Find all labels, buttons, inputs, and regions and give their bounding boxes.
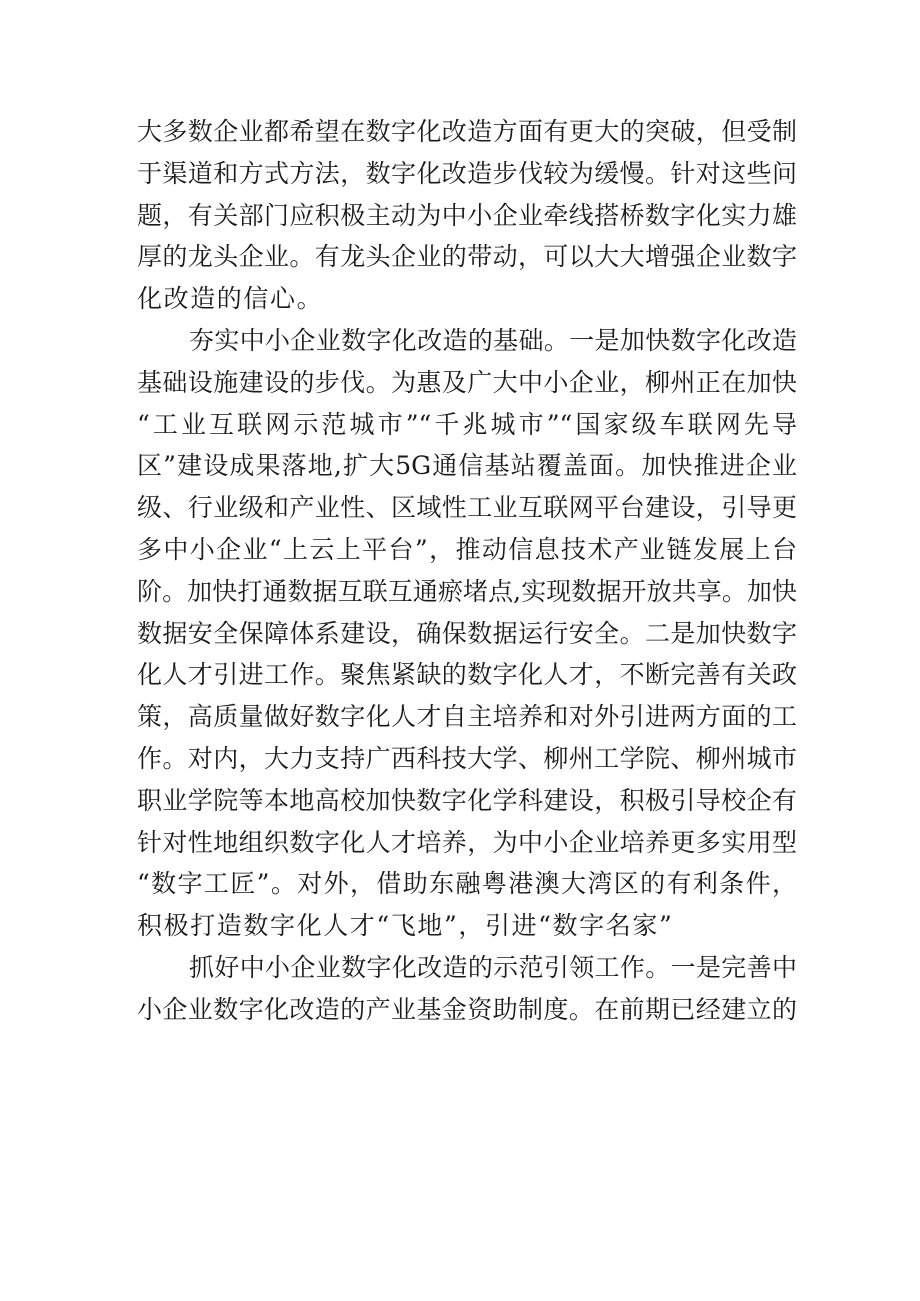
text-line: 针对性地组织数字化人才培养，为中小企业培养更多实用型	[137, 827, 797, 857]
text-line: 作。对内，大力支持广西科技大学、柳州工学院、柳州城市	[137, 743, 797, 773]
text-line: 职业学院等本地高校加快数字化学科建设，积极引导校企有	[137, 785, 797, 815]
text-line: 化人才引进工作。聚焦紧缺的数字化人才，不断完善有关政	[137, 660, 797, 690]
text-line: 积极打造数字化人才“飞地”，引进“数字名家”	[137, 911, 674, 941]
text-line: “数字工匠”。对外，借助东融粤港澳大湾区的有利条件，	[137, 869, 797, 899]
text-line: 大多数企业都希望在数字化改造方面有更大的突破，但受制	[137, 117, 797, 146]
text-line: 基础设施建设的步伐。为惠及广大中小企业，柳州正在加快	[137, 367, 797, 397]
text-line: 级、行业级和产业性、区域性工业互联网平台建设，引导更	[137, 493, 797, 523]
text-line: 厚的龙头企业。有龙头企业的带动，可以大大增强企业数字	[137, 242, 797, 272]
body-text	[137, 111, 797, 1031]
text-line: “工业互联网示范城市”“千兆城市”“国家级车联网先导	[137, 409, 797, 439]
text-line: 化改造的信心。	[137, 284, 324, 314]
text-line: 数据安全保障体系建设，确保数据运行安全。二是加快数字	[137, 618, 797, 648]
text-line: 小企业数字化改造的产业基金资助制度。在前期已经建立的	[137, 994, 797, 1024]
text-line: 阶。加快打通数据互联互通瘀堵点,实现数据开放共享。加快	[137, 576, 797, 606]
text-line: 于渠道和方式方法，数字化改造步伐较为缓慢。针对这些问	[137, 158, 797, 188]
text-line: 题，有关部门应积极主动为中小企业牵线搭桥数字化实力雄	[137, 200, 797, 230]
text-line: 多中小企业“上云上平台”，推动信息技术产业链发展上台	[137, 534, 797, 564]
text-line: 区”建设成果落地,扩大5G通信基站覆盖面。加快推进企业	[137, 451, 797, 481]
paragraph-start-line: 抓好中小企业数字化改造的示范引领工作。一是完善中	[189, 952, 797, 982]
text-line: 策，高质量做好数字化人才自主培养和对外引进两方面的工	[137, 702, 797, 732]
paragraph-start-line: 夯实中小企业数字化改造的基础。一是加快数字化改造	[189, 325, 797, 355]
